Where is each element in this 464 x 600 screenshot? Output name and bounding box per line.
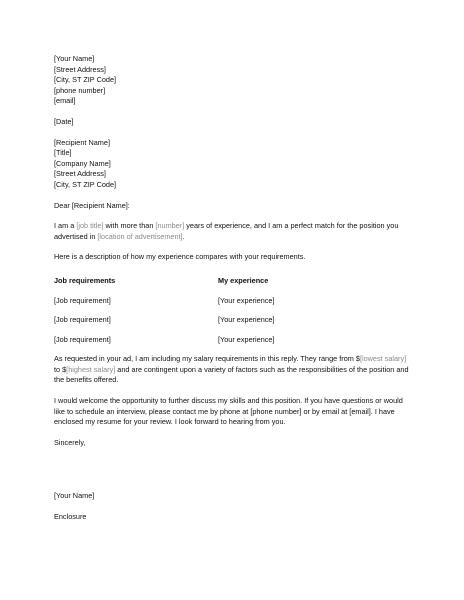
salary-text-2: to $ — [54, 364, 67, 374]
sender-city: [City, ST ZIP Code] — [54, 75, 117, 85]
salary-paragraph — [54, 354, 410, 386]
location-placeholder: [location of advertisement] — [97, 231, 183, 241]
experience-cell: [Your experience] — [218, 334, 275, 344]
intro-text-2: with more than — [103, 221, 156, 231]
table-header-row — [54, 276, 410, 296]
recipient-name: [Recipient Name] — [54, 137, 110, 147]
sender-address — [54, 54, 410, 107]
letter — [54, 54, 410, 523]
job-requirement-cell: [Job requirement] — [54, 315, 111, 325]
sender-street: [Street Address] — [54, 64, 106, 74]
table-row — [54, 335, 410, 355]
experience-cell: [Your experience] — [218, 315, 275, 325]
table-row — [54, 296, 410, 316]
intro-text-4: . — [182, 231, 185, 241]
recipient-address — [54, 138, 410, 191]
requirements-table — [54, 276, 410, 354]
salutation: Dear [Recipient Name]: — [54, 200, 130, 210]
header-job-requirements: Job requirements — [54, 275, 116, 285]
table-row — [54, 315, 410, 335]
signature-name: [Your Name] — [54, 491, 95, 501]
recipient-title: [Title] — [54, 148, 72, 158]
lowest-salary-placeholder: [lowest salary] — [359, 354, 407, 364]
sender-phone: [phone number] — [54, 85, 106, 95]
recipient-street: [Street Address] — [54, 169, 106, 179]
salary-text-3: and are contingent upon a variety of factors such as the responsibilities of the position and the benefits offered. — [54, 364, 409, 385]
description-text: Here is a description of how my experience compares with your requirements. — [54, 252, 306, 262]
intro-text-3: years of experience, and I am a perfect match for the position you advertised in — [54, 221, 399, 241]
letter-date: [Date] — [54, 116, 74, 126]
highest-salary-placeholder: [highest salary] — [66, 364, 116, 374]
job-requirement-cell: [Job requirement] — [54, 295, 111, 305]
enclosure-note: Enclosure — [54, 512, 87, 522]
job-requirement-cell: [Job requirement] — [54, 334, 111, 344]
recipient-city: [City, ST ZIP Code] — [54, 179, 117, 189]
signoff: Sincerely, — [54, 437, 86, 447]
sender-name: [Your Name] — [54, 54, 95, 63]
number-placeholder: [number] — [155, 221, 185, 231]
intro-text-1: I am a — [54, 221, 77, 231]
salary-text-1: As requested in your ad, I am including my salary requirements in this reply. They range from $ — [54, 354, 360, 364]
header-my-experience: My experience — [218, 275, 269, 285]
intro-paragraph — [54, 221, 410, 242]
experience-cell: [Your experience] — [218, 295, 275, 305]
sender-email: [email] — [54, 96, 76, 106]
job-title-placeholder: [job title] — [76, 221, 104, 231]
closing-paragraph: I would welcome the opportunity to further discuss my skills and this position. If you have questions or would like to schedule an interview, please contact me by phone at [phone number] or by email at [email]. I have enclosed my resume for your review. I look forward to hearing from you. — [54, 396, 403, 427]
recipient-company: [Company Name] — [54, 158, 111, 168]
